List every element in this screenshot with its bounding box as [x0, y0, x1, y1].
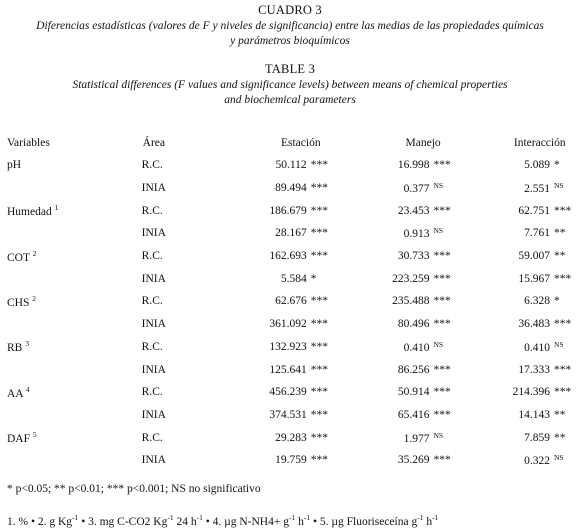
estacion-f-value: 374.531: [269, 408, 307, 421]
manejo-f-value: 0.410: [403, 341, 430, 354]
estacion-significance: ***: [310, 250, 328, 263]
manejo-f-value: 0.377: [403, 183, 430, 196]
cell-area: INIA: [141, 408, 166, 421]
table-row: [0, 358, 580, 381]
cell-interaccion: [459, 245, 580, 268]
estacion-significance: ***: [310, 340, 328, 353]
cell-variable: [0, 154, 71, 177]
cell-interaccion: [459, 313, 580, 336]
table-body: [0, 154, 580, 472]
interaccion-f-value: 6.328: [524, 295, 550, 308]
cell-variable: [0, 449, 71, 472]
estacion-f-value: 62.676: [275, 295, 307, 308]
interaccion-significance: ***: [554, 272, 572, 285]
unit-3: 3. mg C-CO2 Kg: [88, 515, 168, 528]
variable-name: COT: [7, 251, 30, 264]
table-row: [0, 449, 580, 472]
caption-en-label: TABLE 3: [264, 62, 316, 76]
estacion-f-value: 125.641: [269, 363, 307, 376]
cell-interaccion: [459, 426, 580, 449]
manejo-significance: ***: [433, 454, 451, 467]
caption-es-text: [0, 19, 580, 49]
table-row: [0, 404, 580, 427]
table-row: [0, 290, 580, 313]
estacion-f-value: 361.092: [269, 318, 307, 331]
separator: •: [28, 515, 38, 528]
cell-interaccion: [459, 290, 580, 313]
manejo-f-value: 235.488: [392, 295, 430, 308]
manejo-significance: NS: [433, 339, 444, 349]
cell-manejo: [337, 313, 460, 336]
cell-area: R.C.: [141, 204, 163, 217]
estacion-f-value: 28.167: [275, 227, 307, 240]
unit-2-exp: -1: [72, 513, 79, 522]
footnote-units: [7, 513, 438, 528]
interaccion-significance: NS: [554, 181, 564, 191]
manejo-f-value: 23.453: [397, 204, 430, 217]
cell-manejo: [337, 381, 460, 404]
estacion-significance: ***: [310, 227, 328, 240]
cell-interaccion: [459, 336, 580, 359]
cell-estacion: [195, 404, 337, 427]
interaccion-f-value: 59.007: [518, 250, 550, 263]
table-row: [0, 177, 580, 200]
cell-variable: [0, 426, 71, 449]
cell-estacion: [195, 154, 337, 177]
cell-interaccion: [459, 222, 580, 245]
cell-manejo: [337, 267, 460, 290]
variable-name: pH: [7, 159, 22, 172]
variable-name: DAF: [7, 433, 31, 445]
cell-estacion: [195, 358, 337, 381]
cell-interaccion: [459, 404, 580, 427]
estacion-f-value: 19.759: [275, 454, 307, 467]
interaccion-significance: **: [554, 431, 566, 444]
interaccion-f-value: 2.551: [524, 183, 550, 196]
estacion-significance: ***: [310, 159, 328, 172]
cell-estacion: [195, 290, 337, 313]
variable-name: Humedad: [7, 206, 52, 219]
cell-manejo: [337, 358, 460, 381]
cell-variable: [0, 199, 71, 222]
cell-interaccion: [459, 154, 580, 177]
interaccion-significance: NS: [554, 453, 564, 463]
cell-variable: [0, 290, 71, 313]
cell-area: INIA: [141, 318, 166, 331]
estacion-f-value: 186.679: [269, 204, 307, 217]
unit-5: 5. µg Fluoriseceína g: [319, 515, 418, 528]
cell-manejo: [337, 177, 460, 200]
interaccion-f-value: 14.143: [518, 408, 550, 421]
cell-interaccion: [459, 449, 580, 472]
header-estacion: Estación: [280, 137, 321, 149]
caption-en-line2: and biochemical parameters: [224, 94, 356, 106]
estacion-f-value: 29.283: [275, 431, 307, 444]
estacion-significance: ***: [310, 454, 328, 467]
estacion-significance: ***: [310, 182, 328, 195]
caption-en-line1: Statistical differences (F values and significance levels) between means of chemical properties: [72, 79, 508, 91]
cell-estacion: [195, 267, 337, 290]
estacion-significance: *: [310, 272, 317, 285]
manejo-significance: ***: [433, 318, 451, 331]
cell-area: R.C.: [141, 386, 163, 399]
cell-interaccion: [459, 267, 580, 290]
cell-estacion: [195, 199, 337, 222]
manejo-f-value: 223.259: [392, 272, 430, 285]
cell-variable: [0, 245, 71, 268]
interaccion-significance: **: [554, 227, 566, 240]
table-row: [0, 222, 580, 245]
estacion-f-value: 162.693: [269, 250, 307, 263]
separator: •: [78, 515, 89, 528]
interaccion-f-value: 7.761: [524, 227, 550, 240]
cell-estacion: [195, 177, 337, 200]
cell-estacion: [195, 426, 337, 449]
cell-variable: [0, 358, 71, 381]
cell-area: R.C.: [141, 431, 163, 444]
statistics-table: [0, 132, 580, 472]
interaccion-significance: ***: [554, 386, 572, 399]
manejo-significance: ***: [433, 204, 451, 217]
estacion-significance: ***: [310, 295, 328, 308]
unit-5-tail-exp: -1: [432, 513, 439, 522]
table-row: [0, 426, 580, 449]
manejo-f-value: 86.256: [397, 363, 430, 376]
interaccion-f-value: 62.751: [518, 204, 550, 217]
cell-variable: [0, 336, 71, 359]
manejo-significance: NS: [433, 430, 444, 440]
manejo-significance: NS: [433, 226, 444, 236]
variable-name: RB: [7, 342, 23, 355]
cell-manejo: [337, 290, 460, 313]
cell-interaccion: [459, 358, 580, 381]
interaccion-significance: **: [554, 408, 566, 421]
cell-variable: [0, 381, 71, 404]
variable-name: AA: [7, 387, 23, 400]
estacion-significance: ***: [310, 386, 328, 399]
interaccion-f-value: 17.333: [518, 363, 550, 376]
cell-estacion: [195, 381, 337, 404]
estacion-f-value: 89.494: [275, 182, 307, 195]
cell-area: R.C.: [141, 340, 163, 353]
estacion-significance: ***: [310, 431, 328, 444]
manejo-significance: ***: [433, 159, 451, 172]
separator: •: [202, 515, 213, 528]
estacion-significance: ***: [310, 204, 328, 217]
table-row: [0, 313, 580, 336]
manejo-significance: ***: [433, 363, 451, 376]
table-row: [0, 245, 580, 268]
interaccion-significance: ***: [554, 318, 572, 331]
table-row: [0, 199, 580, 222]
variable-name: CHS: [7, 296, 30, 309]
cell-area: INIA: [141, 454, 166, 467]
cell-manejo: [337, 449, 460, 472]
cell-variable: [0, 267, 71, 290]
caption-es-line2: y parámetros bioquímicos: [230, 35, 350, 47]
manejo-significance: ***: [433, 295, 451, 308]
cell-estacion: [195, 245, 337, 268]
cell-variable: [0, 177, 71, 200]
cell-estacion: [195, 313, 337, 336]
caption-es-label: CUADRO 3: [258, 3, 322, 17]
cell-variable: [0, 404, 71, 427]
cell-area: R.C.: [141, 159, 163, 172]
cell-area: INIA: [141, 272, 166, 285]
manejo-f-value: 16.998: [397, 159, 430, 172]
cell-area: INIA: [141, 363, 166, 376]
cell-estacion: [195, 222, 337, 245]
interaccion-f-value: 0.322: [524, 455, 550, 468]
interaccion-f-value: 36.483: [518, 318, 550, 331]
interaccion-significance: *: [554, 295, 560, 308]
cell-estacion: [195, 336, 337, 359]
separator: •: [310, 515, 320, 528]
interaccion-f-value: 7.859: [524, 431, 550, 444]
interaccion-significance: ***: [554, 363, 572, 376]
unit-3-tail: 24 h: [173, 515, 197, 528]
manejo-f-value: 50.914: [397, 386, 430, 399]
cell-variable: [0, 222, 71, 245]
manejo-f-value: 65.416: [397, 408, 430, 421]
cell-manejo: [337, 426, 460, 449]
estacion-f-value: 456.239: [269, 386, 307, 399]
variable-footnote-ref: 5: [32, 430, 37, 440]
cell-interaccion: [459, 199, 580, 222]
manejo-f-value: 1.977: [403, 432, 430, 445]
unit-4-tail-exp: -1: [303, 513, 311, 522]
manejo-f-value: 80.496: [397, 318, 430, 331]
manejo-f-value: 35.269: [397, 454, 430, 467]
variable-footnote-ref: 2: [32, 248, 37, 258]
manejo-significance: NS: [433, 181, 444, 191]
manejo-significance: ***: [433, 272, 451, 285]
manejo-significance: ***: [433, 408, 451, 421]
unit-5-exp: -1: [417, 513, 424, 522]
unit-2: 2. g Kg: [37, 515, 73, 528]
cell-interaccion: [459, 177, 580, 200]
cell-area: INIA: [141, 182, 166, 195]
table-row: [0, 154, 580, 177]
estacion-f-value: 50.112: [275, 159, 307, 172]
table-row: [0, 381, 580, 404]
estacion-significance: ***: [310, 318, 328, 331]
header-variables: Variables: [7, 137, 50, 149]
footnote-significance: * p<0.05; ** p<0.01; *** p<0.001; NS no significativo: [7, 483, 261, 495]
interaccion-significance: NS: [554, 339, 564, 349]
cell-variable: [0, 313, 71, 336]
header-area: Área: [142, 137, 165, 149]
unit-3-tail-exp: -1: [196, 513, 203, 522]
cell-area: R.C.: [141, 250, 163, 263]
cell-manejo: [337, 336, 460, 359]
interaccion-f-value: 5.089: [524, 159, 550, 172]
estacion-f-value: 132.923: [269, 340, 307, 353]
interaccion-f-value: 0.410: [524, 341, 550, 354]
manejo-f-value: 0.913: [403, 228, 430, 241]
unit-4-exp: -1: [288, 513, 296, 522]
cell-manejo: [337, 222, 460, 245]
header-interaccion: Interacción: [513, 137, 566, 149]
cell-manejo: [337, 154, 460, 177]
manejo-significance: ***: [433, 250, 451, 263]
cell-area: INIA: [141, 227, 166, 240]
caption-en-text: [0, 78, 580, 108]
cell-manejo: [337, 199, 460, 222]
unit-4: 4. µg N-NH4+ g: [212, 515, 289, 528]
variable-footnote-ref: 2: [32, 294, 36, 304]
variable-footnote-ref: 4: [25, 384, 30, 394]
cell-manejo: [337, 245, 460, 268]
variable-footnote-ref: 1: [54, 203, 59, 213]
unit-5-tail: h: [423, 515, 433, 528]
manejo-f-value: 30.733: [397, 250, 430, 263]
interaccion-f-value: 214.396: [512, 386, 550, 399]
interaccion-significance: ***: [554, 204, 572, 217]
caption-es-line1: Diferencias estadísticas (valores de F y niveles de significancia) entre las medias de las propiedades químicas: [36, 20, 544, 32]
interaccion-significance: *: [554, 159, 560, 172]
variable-footnote-ref: 3: [25, 339, 29, 349]
table-row: [0, 336, 580, 359]
interaccion-f-value: 15.967: [518, 272, 550, 285]
interaccion-significance: **: [554, 250, 566, 263]
table-header-row: [0, 132, 580, 154]
header-manejo: Manejo: [405, 137, 441, 149]
table-row: [0, 267, 580, 290]
unit-1: 1. %: [7, 515, 29, 528]
unit-3-exp: -1: [167, 513, 174, 522]
unit-4-tail: h: [295, 515, 304, 528]
estacion-significance: ***: [310, 363, 328, 376]
cell-estacion: [195, 449, 337, 472]
cell-interaccion: [459, 381, 580, 404]
estacion-f-value: 5.584: [280, 272, 307, 285]
manejo-significance: ***: [433, 386, 451, 399]
cell-manejo: [337, 404, 460, 427]
cell-area: R.C.: [141, 295, 163, 308]
estacion-significance: ***: [310, 408, 328, 421]
